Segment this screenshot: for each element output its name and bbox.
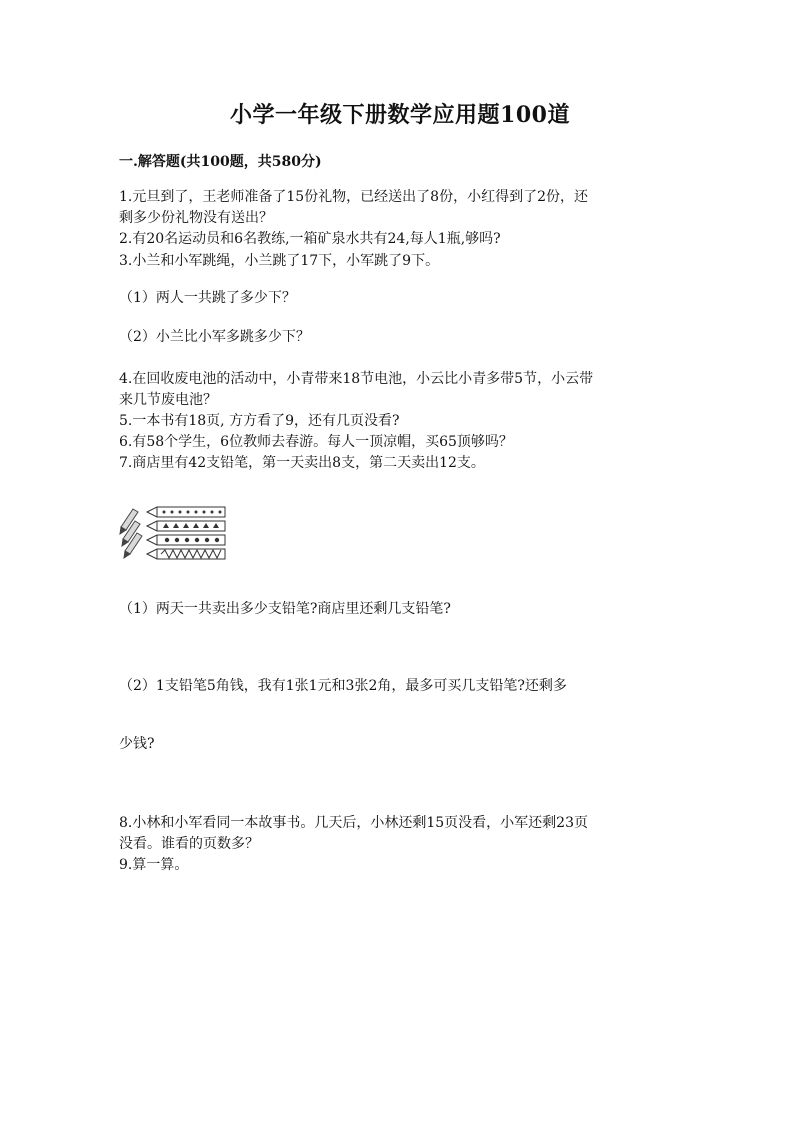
question-line: 9.算一算。 [119,857,189,873]
sub-question-line: 少钱? [119,736,155,752]
slanted-pencils [120,509,142,558]
question-line: 2.有20名运动员和6名教练,一箱矿泉水共有24,每人1瓶,够吗? [119,231,501,247]
sub-question-line: （2）1支铅笔5角钱，我有1张1元和3张2角，最多可买几支铅笔?还剩多 [119,678,567,694]
question-line: 没看。谁看的页数多？ [119,836,259,852]
question-line: 6.有58个学生，6位教师去春游。每人一顶凉帽，买65顶够吗？ [119,434,513,450]
question-line: 1.元旦到了，王老师准备了15份礼物，已经送出了8份，小红得到了2份，还 [119,189,588,205]
question-line: 来几节废电池？ [119,392,217,408]
question-line: 3.小兰和小军跳绳，小兰跳了17下，小军跳了9下。 [119,253,440,269]
page-title: 小学一年级下册数学应用题100道 [230,102,570,128]
question-line: 4.在回收废电池的活动中，小青带来18节电池，小云比小青多带5节，小云带 [119,371,594,387]
question-line: 8.小林和小军看同一本故事书。几天后，小林还剩15页没看，小军还剩23页 [119,815,588,831]
question-line: 剩多少份礼物没有送出？ [119,210,273,226]
question-line: 7.商店里有42支铅笔，第一天卖出8支，第二天卖出12支。 [119,455,485,471]
pencils-illustration [119,503,231,565]
section-heading: 一.解答题(共100题，共580分) [119,154,322,170]
sub-question-line: （1）两天一共卖出多少支铅笔?商店里还剩几支铅笔? [119,601,451,617]
sub-question-line: （2）小兰比小军多跳多少下？ [119,329,310,345]
sub-question-line: （1）两人一共跳了多少下？ [119,290,296,306]
question-line: 5.一本书有18页, 方方看了9，还有几页没看? [119,413,400,429]
